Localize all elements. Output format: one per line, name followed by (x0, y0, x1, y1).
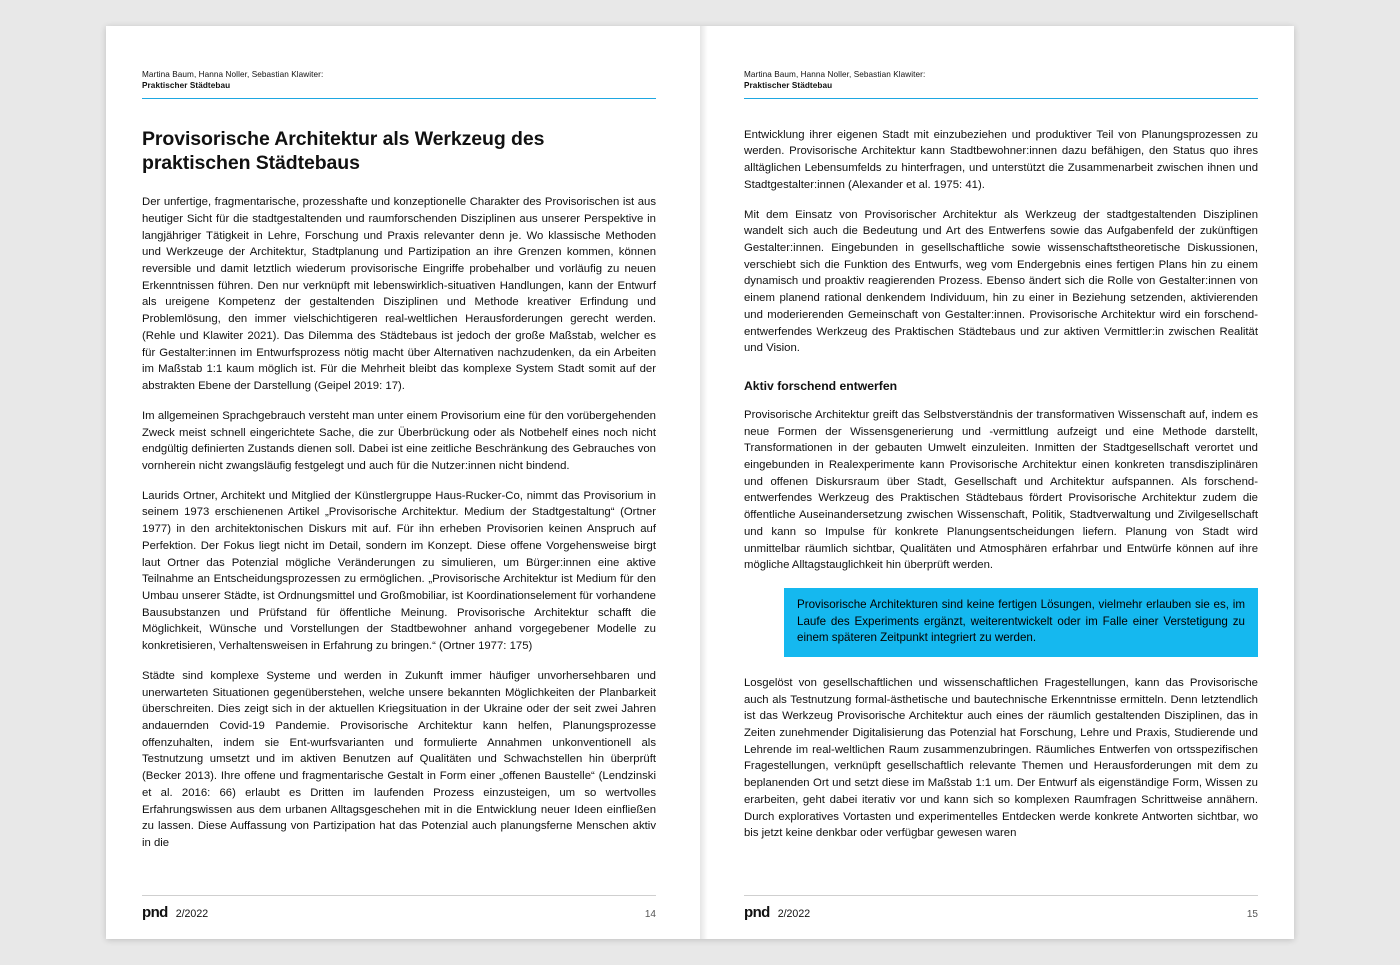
body-paragraph: Mit dem Einsatz von Provisorischer Architektur als Werkzeug der stadtgestaltenden Disziplinen wandelt sich auch die Bedeutung und Art des Entwerfens sowie das Aufgabenfeld der zukünftigen Gestalter:innen. Eingebunden in gesellschaftliche sowie wissenschaftstheoretische Diskussionen, verschiebt sich die Funktion des Entwurfs, weg vom Endergebnis eines fertigen Plans hin zu einem dynamisch und proaktiv reagierenden Prozess. Ebenso ändert sich die Rolle von Gestalter:innen von einem planend rational denkendem Individuum, hin zu einer in Beziehung setzenden, aktivierenden und moderierenden Gemeinschaft von Gestalter:innen. Provisorische Architektur wird ein forschend-entwerfendes Werkzeug des Praktischen Städtebaus und zur aktiven Vermittler:in zwischen Realität und Vision. (744, 208, 1258, 355)
running-head-left (142, 70, 656, 98)
body-paragraph: Laurids Ortner, Architekt und Mitglied der Künstlergruppe Haus-Rucker-Co, nimmt das Provisorium in seinem 1973 erschienenen Artikel „Provisorische Architektur. Medium der Stadtgestaltung“ (Ortner 1977) in den architektonischen Diskurs mit auf. Für ihn erheben Provisorien keinen Anspruch auf Perfektion. Der Fokus liegt nicht im Detail, sondern im Konzept. Diese offene Vorgehensweise birgt laut Ortner das Potenzial mögliche Veränderungen zu simulieren, um Bürger:innen eine aktive Teilnahme an Entscheidungsprozessen zu ermöglichen. „Provisorische Architektur ist Medium für den Umbau unserer Städte, ist Ordnungsmittel und Großmobiliar, ist Koordinationselement für vorhandene Bausubstanzen und Prüfstand für öffentliche Meinung. Provisorische Architektur schafft die Möglichkeit, Wünsche und Vorstellungen der Stadtbewohner anhand vorgegebener Modelle zu konkretisieren, Verhaltensweisen in Erfahrung zu bringen.“ (Ortner 1977: 175) (142, 489, 656, 653)
body-paragraph: Losgelöst von gesellschaftlichen und wissenschaftlichen Fragestellungen, kann das Provisorische auch als Testnutzung formal-ästhetische und bautechnische Erkenntnisse ermitteln. Denn letztendlich ist das Werkzeug Provisorische Architektur auch eines der räumlich gestaltenden Disziplinen, das in Zeiten zunehmender Digitalisierung das Potenzial hat Forschung, Lehre und Praxis, Studierende und Lehrende im real-weltlichen Raum zusammenzubringen. Räumliches Entwerfen von ortsspezifischen Fragestellungen, verknüpft gesellschaftlich relevante Themen und Herausforderungen mit dem zu beplanenden Ort und setzt diese im Maßstab 1:1 um. Der Entwurf als eigenständige Form, Wissen zu erarbeiten, geht dabei iterativ vor und kann sich so komplexen Raumfragen Schrittweise annähern. Durch exploratives Vortasten und experimentelles Entdecken werde konkrete Antworten sichtbar, wo bis jetzt keine denkbar oder verfügbar gewesen waren (744, 676, 1258, 840)
page-left (106, 26, 700, 939)
header-rule (142, 98, 656, 99)
page-footer-left (106, 895, 700, 939)
page-footer-right (700, 895, 1294, 939)
body-paragraph: Entwicklung ihrer eigenen Stadt mit einzubeziehen und produktiver Teil von Planungsprozessen zu werden. Provisorische Architektur kann Stadtbewohner:innen dazu befähigen, den Status quo ihres alltäglichen Lebensumfelds zu hinterfragen, und unterstützt die Zusammenarbeit zwischen ihnen und Stadtgestalter:innen (Alexander et al. 1975: 41). (744, 128, 1258, 191)
section-heading: Aktiv forschend entwerfen (744, 379, 898, 393)
running-head-title: Praktischer Städtebau (142, 80, 231, 90)
running-head-title: Praktischer Städtebau (744, 80, 833, 90)
footer-rule (142, 895, 656, 896)
body-paragraph: Provisorische Architektur greift das Selbstverständnis der transformativen Wissenschaft auf, indem es neue Formen der Wissensgenerierung und -vermittlung aufzeigt und eine Methode darstellt, Transformationen in der gebauten Umwelt einzuleiten. Inmitten der Stadtgesellschaft verortet und eingebunden in Realexperimente kann Provisorische Architektur einen konkreten transdisziplinären und offenen Diskursraum über Stadt, Gesellschaft und Architektur aufspannen. Als forschend-entwerfendes Werkzeug des Praktischen Städtebaus fördert Provisorische Architektur zudem die öffentliche Auseinandersetzung zwischen Wissenschaft, Politik, Stadtverwaltung und Zivilgesellschaft und kann so Impulse für konkrete Planungsentscheidungen liefern. Planung von Stadt wird unmittelbar räumlich sichtbar, Qualitäten und Atmosphären erfahrbar und Entwürfe können auf ihre mögliche Alltagstauglichkeit hin überprüft werden. (744, 408, 1258, 572)
journal-logo: pnd (142, 904, 168, 921)
body-paragraph: Der unfertige, fragmentarische, prozesshafte und konzeptionelle Charakter des Provisorischen ist aus heutiger Sicht für die stadtgestaltenden und raumforschenden Disziplinen aus unserer Perspektive in langjähriger Tätigkeit in Lehre, Forschung und Praxis relevanter denn je. Wo klassische Methoden und Werkzeuge der Architektur, Stadtplanung und Partizipation an ihre Grenzen kommen, können reversible und damit letztlich wiederum provisorische Eingriffe probehalber und vorläufig zu neuen Erkenntnissen führen. Den nur verknüpft mit lebenswirklich-situativen Handlungen, kann der Entwurf als ureigene Kompetenz der gestaltenden Disziplinen und Methode kreativer Erfindung und Problemlösung, den immer vielschichtigeren real-weltlichen Herausforderungen gerecht werden. (Rehle und Klawiter 2021). Das Dilemma des Städtebaus ist jedoch der große Maßstab, welcher es für Gestalter:innen im Entwurfsprozess nötig macht über Alternativen nachzudenken, da ein Arbeiten im Maßstab 1:1 kaum möglich ist. Für die Mehrheit bleibt das komplexe System Stadt somit auf der abstrakten Ebene der Darstellung (Geipel 2019: 17). (142, 196, 656, 393)
journal-logo: pnd (744, 904, 770, 921)
journal-brand (744, 904, 810, 921)
header-rule (744, 98, 1258, 99)
pull-quote: Provisorische Architekturen sind keine fertigen Lösungen, vielmehr erlauben sie es, im Laufe des Experiments ergänzt, weiterentwickelt oder im Falle einer Verstetigung zu einem späteren Zeitpunkt integriert zu werden. (784, 588, 1258, 657)
journal-brand (142, 904, 208, 921)
document-spread (106, 26, 1294, 939)
body-paragraph: Städte sind komplexe Systeme und werden in Zukunft immer häufiger unvorhersehbaren und unerwarteten Situationen gegenüberstehen, welche unsere bekannten Möglichkeiten der Planbarkeit überschreiten. Dies zeigt sich in der aktuellen Kriegsituation in der Ukraine oder der seit zwei Jahren andauernden Covid-19 Pandemie. Provisorische Architektur kann helfen, Planungsprozesse offenzuhalten, indem sie Ent-wurfsvarianten und formulierte Annahmen unkonventionell als Testnutzung umsetzt und im aktiven Benutzen auf Qualitäten und Schwachstellen hin überprüft (Becker 2013). Ihre offene und fragmentarische Gestalt in Form einer „offenen Baustelle“ (Lendzinski et al. 2016: 66) erlaubt es Dritten im laufenden Prozess einzusteigen, um so wertvolles Erfahrungswissen aus dem urbanen Alltagsgeschehen mit in die Entwicklung neuer Ideen einfließen zu lassen. Diese Auffassung von Partizipation hat das Potenzial auch planungsferne Menschen aktiv in die (142, 669, 656, 850)
running-head-authors: Martina Baum, Hanna Noller, Sebastian Klawiter: (744, 70, 926, 79)
body-paragraph: Im allgemeinen Sprachgebrauch versteht man unter einem Provisorium eine für den vorübergehenden Zweck meist schnell eingerichtete Sache, die zur Überbrückung oder als Notbehelf eines noch nicht endgültig definierten Zustands dienen soll. Dabei ist eine zeitliche Beschränkung des Gebrauches von vornherein nicht zwangsläufig festgelegt und auch für die Nutzer:innen nicht bindend. (142, 409, 656, 472)
running-head-right (744, 70, 1258, 98)
footer-rule (744, 895, 1258, 896)
journal-issue: 2/2022 (175, 908, 209, 920)
running-head-authors: Martina Baum, Hanna Noller, Sebastian Klawiter: (142, 70, 324, 79)
journal-issue: 2/2022 (777, 908, 811, 920)
page-number: 14 (644, 909, 656, 920)
page-number: 15 (1246, 909, 1258, 920)
page-title: Provisorische Architektur als Werkzeug des praktischen Städtebaus (142, 127, 545, 175)
page-right (700, 26, 1294, 939)
